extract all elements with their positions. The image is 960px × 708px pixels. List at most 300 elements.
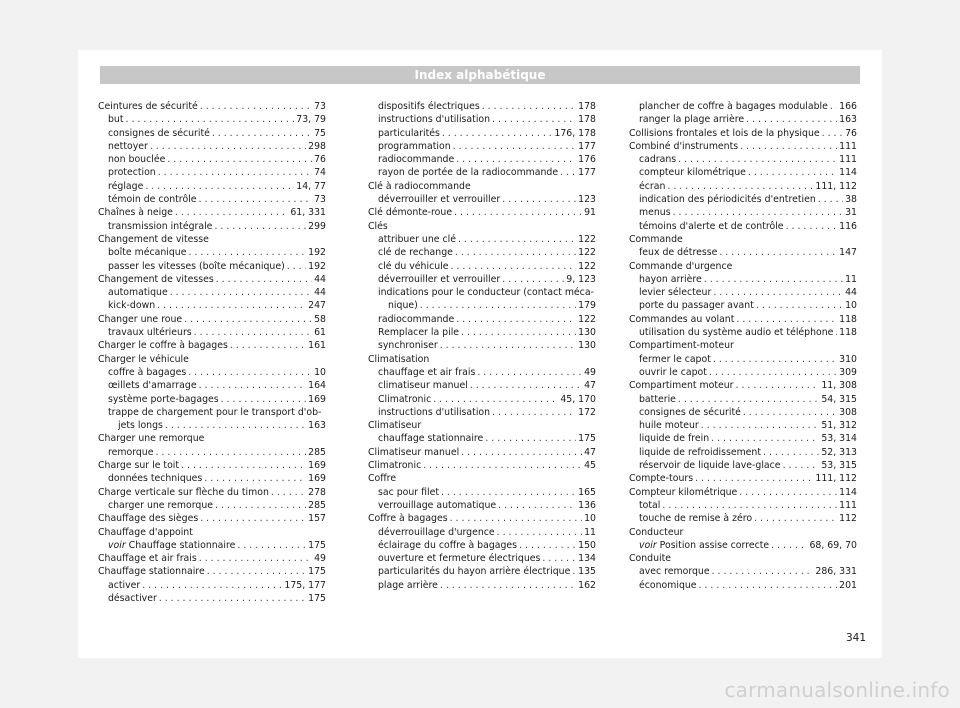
entry-pages: 192 — [308, 260, 326, 272]
entry-text: Changement de vitesses — [98, 273, 214, 285]
entry-text: non bouclée — [108, 154, 166, 166]
entry-pages: 122 — [578, 313, 596, 325]
dot-leader — [699, 579, 838, 592]
index-entry — [98, 260, 326, 273]
entry-term — [378, 140, 451, 153]
dot-leader — [237, 539, 306, 552]
entry-pages: 45 — [584, 460, 596, 472]
entry-term — [378, 273, 500, 286]
entry-pages: 49 — [314, 553, 326, 565]
entry-pages: 163 — [308, 420, 326, 432]
entry-pages: 122 — [578, 260, 596, 272]
index-entry — [98, 446, 326, 459]
dot-leader — [207, 565, 306, 578]
index-entry — [629, 366, 857, 379]
entry-term — [639, 432, 709, 445]
dot-leader — [736, 379, 820, 392]
index-entry — [368, 366, 596, 379]
entry-pages: 11 — [845, 273, 857, 285]
index-entry — [98, 486, 326, 499]
entry-pages: 166 — [839, 101, 857, 112]
entry-pages: 134 — [578, 553, 596, 565]
entry-text: Remplacer la pile — [378, 327, 460, 339]
dot-leader — [502, 273, 564, 286]
entry-pages: 61 — [314, 327, 326, 339]
entry-pages: 175 — [308, 592, 326, 604]
entry-text: coffre à bagages — [108, 366, 187, 378]
entry-term — [639, 273, 702, 286]
dot-leader — [150, 140, 306, 153]
dot-leader — [739, 486, 837, 499]
entry-pages: 201 — [839, 579, 857, 591]
entry-pages: 308 — [839, 406, 857, 418]
entry-text: passer les vitesses (boîte mécanique) — [108, 260, 285, 272]
dot-leader — [704, 273, 843, 286]
dot-leader — [420, 299, 576, 312]
dot-leader — [194, 326, 312, 339]
entry-term — [629, 486, 737, 499]
index-entry — [629, 246, 857, 259]
entry-text: Climatiseur manuel — [368, 446, 460, 458]
dot-leader — [713, 286, 843, 299]
entry-pages: 179 — [578, 300, 596, 312]
entry-text: touche de remise à zéro — [639, 513, 753, 525]
entry-pages: 175 — [578, 433, 596, 445]
dot-leader — [221, 393, 307, 406]
entry-term — [108, 246, 186, 259]
index-entry — [98, 406, 326, 419]
entry-term — [639, 406, 741, 419]
entry-pages: 74 — [314, 167, 326, 179]
entry-pages: 169 — [308, 473, 326, 485]
entry-pages: 309 — [839, 366, 857, 378]
index-entry — [629, 339, 857, 352]
entry-pages: 10 — [845, 300, 857, 312]
dot-leader — [200, 512, 306, 525]
entry-text: charger une remorque — [108, 499, 213, 511]
entry-pages: 130 — [578, 327, 596, 339]
index-entry — [629, 113, 857, 126]
dot-leader — [181, 459, 306, 472]
index-entry — [629, 432, 857, 445]
entry-text: Chauffage stationnaire — [128, 539, 236, 551]
entry-pages: 11 — [584, 526, 596, 538]
entry-term — [639, 286, 711, 299]
entry-pages: 53, 314 — [821, 433, 857, 445]
dot-leader — [455, 246, 576, 259]
dot-leader — [456, 153, 576, 166]
entry-text: attribuer une clé — [378, 233, 456, 245]
entry-term — [378, 233, 456, 246]
index-entry — [368, 565, 596, 578]
entry-pages: 299 — [308, 220, 326, 232]
index-entry — [368, 539, 596, 552]
entry-term — [98, 100, 198, 113]
dot-leader — [786, 220, 838, 233]
index-entry — [629, 153, 857, 166]
page-header: Index alphabétique — [100, 66, 860, 84]
entry-term — [378, 379, 468, 392]
dot-leader — [165, 419, 306, 432]
index-entry — [98, 246, 326, 259]
dot-leader — [711, 432, 819, 445]
index-entry — [629, 486, 857, 499]
index-entry — [368, 313, 596, 326]
entry-term — [378, 313, 454, 326]
entry-pages: 175 — [308, 566, 326, 578]
entry-text: Chauffage d'appoint — [98, 526, 193, 538]
entry-term — [378, 166, 558, 179]
dot-leader — [170, 286, 312, 299]
index-entry — [98, 140, 326, 153]
entry-term — [98, 206, 173, 219]
entry-text: chauffage et air frais — [378, 366, 476, 378]
entry-text: total — [639, 499, 661, 511]
entry-pages: 44 — [845, 287, 857, 299]
index-entry — [98, 592, 326, 605]
index-entry — [629, 193, 857, 206]
index-entry — [368, 379, 596, 392]
entry-pages: 44 — [314, 273, 326, 285]
entry-text: travaux ultérieurs — [108, 327, 192, 339]
entry-text: programmation — [378, 140, 451, 152]
entry-pages: 14, 77 — [296, 180, 326, 192]
index-entry — [368, 260, 596, 273]
entry-pages: 111 — [839, 140, 857, 152]
entry-term — [108, 180, 143, 193]
entry-pages: 161 — [308, 340, 326, 352]
index-entry — [368, 512, 596, 525]
entry-pages: 175 — [308, 539, 326, 551]
entry-pages: 51, 312 — [821, 420, 857, 432]
entry-pages: 165 — [578, 486, 596, 498]
dot-leader — [497, 526, 582, 539]
entry-text: écran — [639, 180, 666, 192]
entry-pages: 73 — [314, 101, 326, 112]
entry-text: Changer une roue — [98, 313, 183, 325]
entry-text: ouvrir le capot — [639, 366, 707, 378]
entry-term — [378, 526, 495, 539]
entry-text: Chauffage des sièges — [98, 513, 199, 525]
dot-leader — [188, 366, 312, 379]
entry-term — [378, 326, 459, 339]
entry-pages: 111 — [839, 499, 857, 511]
entry-term — [108, 260, 285, 273]
dot-leader — [678, 393, 819, 406]
entry-text: Charge sur le toit — [98, 460, 180, 472]
dot-leader — [204, 472, 306, 485]
index-entry — [98, 220, 326, 233]
entry-pages: 178 — [578, 101, 596, 112]
entry-pages: 10 — [584, 513, 596, 525]
entry-pages: 176 — [578, 154, 596, 166]
entry-text: huile moteur — [639, 420, 699, 432]
entry-pages: 45, 170 — [560, 393, 596, 405]
entry-text: instructions d'utilisation — [378, 406, 491, 418]
entry-text: Coffre à bagages — [368, 513, 448, 525]
entry-pages: 122 — [578, 247, 596, 259]
dot-leader — [818, 193, 843, 206]
entry-term — [108, 472, 202, 485]
index-entry — [629, 419, 857, 432]
entry-term — [98, 552, 197, 565]
entry-text: déverrouillage d'urgence — [378, 526, 495, 538]
entry-text: consignes de sécurité — [108, 127, 210, 139]
dot-leader — [482, 100, 576, 113]
entry-term — [639, 419, 699, 432]
entry-pages: 114 — [839, 486, 857, 498]
dot-leader — [719, 246, 837, 259]
entry-pages: 247 — [308, 300, 326, 312]
entry-pages: 73, 79 — [296, 114, 326, 126]
index-entry — [368, 166, 596, 179]
entry-pages: 31 — [845, 207, 857, 219]
entry-term — [378, 393, 431, 406]
entry-text: Compte-tours — [629, 473, 694, 485]
entry-text: économique — [639, 579, 697, 591]
entry-term — [108, 220, 212, 233]
entry-text: feux de détresse — [639, 247, 718, 259]
dot-leader — [159, 592, 306, 605]
entry-pages: 163 — [839, 114, 857, 126]
entry-term — [98, 486, 269, 499]
entry-text: Conducteur — [629, 526, 684, 538]
entry-pages: 278 — [308, 486, 326, 498]
entry-pages: 286, 331 — [815, 566, 857, 578]
dot-leader — [519, 539, 576, 552]
entry-pages: 10 — [314, 366, 326, 378]
entry-text: témoins d'alerte et de contrôle — [639, 220, 784, 232]
dot-leader — [442, 127, 553, 140]
index-entry — [368, 140, 596, 153]
entry-text: ouverture et fermeture électriques — [378, 553, 541, 565]
entry-text: données techniques — [108, 473, 203, 485]
dot-leader — [212, 127, 312, 140]
entry-pages: 169 — [308, 460, 326, 472]
index-entry — [629, 286, 857, 299]
entry-text: Compartiment moteur — [629, 380, 734, 392]
entry-text: Conduite — [629, 553, 672, 565]
entry-pages: 58 — [314, 313, 326, 325]
dot-leader — [485, 432, 576, 445]
index-entry — [629, 299, 857, 312]
entry-term — [108, 446, 153, 459]
index-entry — [368, 472, 596, 485]
entry-text: Charge verticale sur flèche du timon — [98, 486, 269, 498]
index-entry — [629, 512, 857, 525]
index-entry — [368, 286, 596, 299]
entry-text: système porte-bagages — [108, 393, 219, 405]
entry-text: Chaînes à neige — [98, 207, 173, 219]
entry-text: fermer le capot — [639, 353, 711, 365]
entry-term — [378, 499, 496, 512]
dot-leader — [667, 180, 813, 193]
entry-text: réservoir de liquide lave-glace — [639, 460, 781, 472]
entry-pages: 169 — [308, 393, 326, 405]
entry-text: Commande — [629, 233, 683, 245]
index-entry — [98, 339, 326, 352]
index-entry — [368, 446, 596, 459]
index-entry — [98, 166, 326, 179]
index-entry — [368, 233, 596, 246]
dot-leader — [199, 552, 312, 565]
dot-leader — [835, 326, 837, 339]
index-page — [78, 50, 882, 658]
entry-term — [108, 153, 165, 166]
dot-leader — [184, 313, 312, 326]
dot-leader — [740, 140, 837, 153]
entry-text: climatiseur manuel — [378, 380, 468, 392]
dot-leader — [502, 193, 576, 206]
index-entry — [98, 113, 326, 126]
entry-text: automatique — [108, 287, 168, 299]
entry-term — [98, 459, 179, 472]
dot-leader — [822, 127, 843, 140]
entry-text: Charger le véhicule — [98, 353, 189, 365]
entry-term — [639, 579, 697, 592]
entry-term — [378, 339, 438, 352]
entry-term — [108, 539, 235, 552]
entry-term — [108, 113, 124, 126]
entry-pages: 52, 313 — [821, 446, 857, 458]
entry-text: Clé à radiocommande — [368, 180, 471, 192]
entry-term — [639, 565, 710, 578]
entry-text: rayon de portée de la radiocommande — [378, 167, 559, 179]
dot-leader — [453, 140, 577, 153]
dot-leader — [470, 379, 582, 392]
entry-text: radiocommande — [378, 313, 455, 325]
index-entry — [629, 273, 857, 286]
dot-leader — [142, 579, 282, 592]
entry-pages: 177 — [578, 140, 596, 152]
index-entry — [629, 353, 857, 366]
index-entry — [629, 499, 857, 512]
entry-term — [639, 499, 660, 512]
entry-pages: 73 — [314, 194, 326, 206]
index-entry — [98, 153, 326, 166]
index-entry — [98, 472, 326, 485]
index-entry — [629, 539, 857, 552]
entry-pages: 130 — [578, 340, 596, 352]
page-number: 341 — [845, 632, 866, 644]
dot-leader — [542, 552, 576, 565]
entry-text: cadrans — [639, 154, 677, 166]
entry-text: ranger la plage arrière — [639, 114, 745, 126]
entry-text: clé de rechange — [378, 247, 453, 259]
entry-pages: 112 — [839, 513, 857, 525]
entry-pages: 177 — [578, 167, 596, 179]
index-entry — [368, 579, 596, 592]
entry-text: avec remorque — [639, 566, 710, 578]
entry-pages: 175, 177 — [284, 579, 326, 591]
entry-text: Charger le coffre à bagages — [98, 340, 228, 352]
entry-term — [368, 206, 452, 219]
index-entry — [629, 326, 857, 339]
entry-term — [639, 366, 707, 379]
dot-leader — [216, 273, 312, 286]
entry-text: levier sélecteur — [639, 287, 712, 299]
index-entry — [368, 193, 596, 206]
index-entry — [629, 565, 857, 578]
entry-text: utilisation du système audio et téléphone — [639, 327, 834, 339]
index-column-1 — [98, 100, 326, 605]
dot-leader — [498, 499, 576, 512]
index-entry — [368, 326, 596, 339]
dot-leader — [492, 406, 576, 419]
dot-leader — [712, 565, 814, 578]
entry-term — [108, 193, 197, 206]
dot-leader — [188, 246, 306, 259]
entry-text: compteur kilométrique — [639, 167, 746, 179]
dot-leader — [458, 233, 576, 246]
entry-pages: 68, 69, 70 — [809, 539, 857, 551]
entry-pages: 91 — [584, 207, 596, 219]
index-entry — [629, 127, 857, 140]
dot-leader — [492, 113, 576, 126]
entry-pages: 76 — [845, 127, 857, 139]
entry-text: indications pour le conducteur (contact méca- — [378, 287, 594, 299]
entry-text: éclairage du coffre à bagages — [378, 539, 518, 551]
entry-text: plage arrière — [378, 579, 438, 591]
index-entry — [98, 539, 326, 552]
entry-term — [378, 552, 540, 565]
see-reference: voir — [639, 539, 657, 551]
dot-leader — [440, 339, 576, 352]
entry-text: synchroniser — [378, 340, 438, 352]
index-entry — [368, 406, 596, 419]
entry-pages: 11, 308 — [821, 380, 857, 392]
index-entry — [629, 260, 857, 273]
entry-text: œillets d'amarrage — [108, 380, 197, 392]
index-entry — [629, 100, 857, 113]
entry-term — [639, 539, 769, 552]
entry-text: indication des périodicités d'entretien — [639, 194, 816, 206]
index-entry — [368, 486, 596, 499]
entry-term — [629, 379, 734, 392]
entry-term — [629, 472, 693, 485]
index-entry — [98, 326, 326, 339]
entry-pages: 47 — [584, 380, 596, 392]
index-entry — [629, 233, 857, 246]
entry-pages: 176, 178 — [554, 127, 596, 139]
dot-leader — [746, 113, 837, 126]
dot-leader — [126, 113, 295, 126]
index-entry — [629, 526, 857, 539]
entry-term — [629, 127, 820, 140]
index-entry — [368, 526, 596, 539]
index-entry — [98, 379, 326, 392]
entry-pages: 192 — [308, 247, 326, 259]
index-entry — [368, 206, 596, 219]
entry-term — [98, 273, 214, 286]
index-entry — [98, 565, 326, 578]
dot-leader — [572, 565, 576, 578]
entry-text: Climatisation — [368, 353, 430, 365]
entry-term — [378, 486, 439, 499]
entry-term — [378, 539, 517, 552]
entry-term — [108, 366, 186, 379]
entry-term — [639, 166, 746, 179]
dot-leader — [155, 446, 306, 459]
see-reference: voir — [108, 539, 126, 551]
dot-leader — [461, 446, 582, 459]
index-entry — [98, 313, 326, 326]
entry-text: verrouillage automatique — [378, 499, 497, 511]
entry-pages: 38 — [845, 194, 857, 206]
entry-text: Collisions frontales et lois de la physique — [629, 127, 820, 139]
entry-term — [98, 339, 228, 352]
entry-term — [368, 512, 448, 525]
